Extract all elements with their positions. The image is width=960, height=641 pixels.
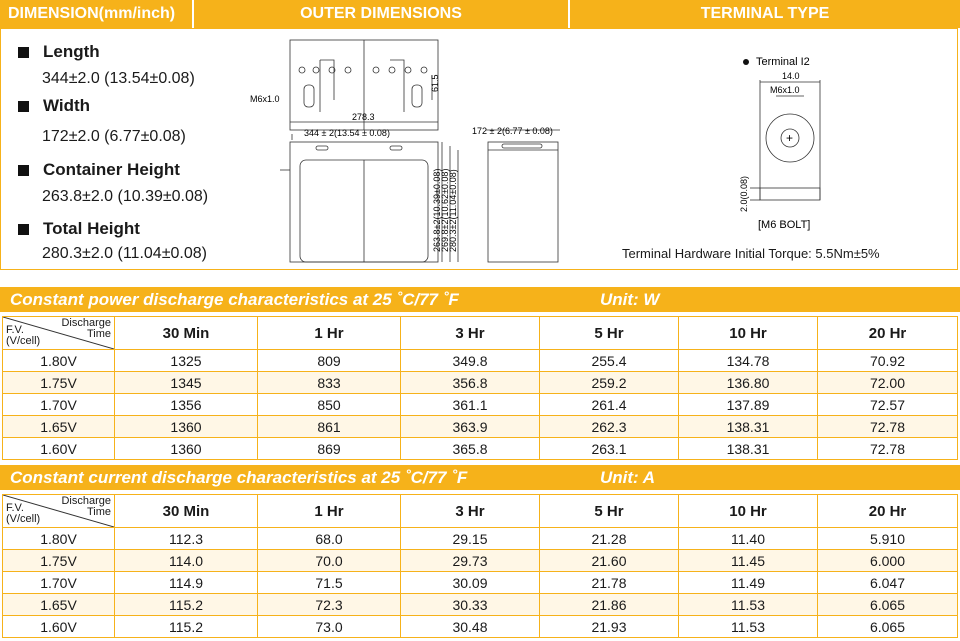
table-cell: 136.80 <box>679 372 818 394</box>
column-header: 10 Hr <box>679 495 818 528</box>
table-cell: 115.2 <box>115 616 258 638</box>
table-header-row <box>3 317 958 350</box>
height-615-label: 61.5 <box>430 74 440 92</box>
spec-value: 263.8±2.0 (10.39±0.08) <box>42 188 209 205</box>
torque-note: Terminal Hardware Initial Torque: 5.5Nm±5% <box>622 246 880 261</box>
table-row <box>3 594 958 616</box>
outer-dimensions-header: OUTER DIMENSIONS <box>194 0 568 28</box>
corner-time-label: Discharge Time <box>61 317 111 340</box>
table-cell: 5.910 <box>818 528 958 550</box>
row-voltage-cell: 1.75V <box>3 372 115 394</box>
height-2-label: 269.8±2(10.62±0.08) <box>440 168 450 252</box>
table-cell: 1345 <box>115 372 258 394</box>
table-cell: 72.3 <box>258 594 401 616</box>
table-cell: 1360 <box>115 438 258 460</box>
corner-fv-label: F.V. (V/cell) <box>6 324 41 347</box>
table-cell: 21.60 <box>540 550 679 572</box>
table-cell: 21.78 <box>540 572 679 594</box>
height-1-label: 263.8±2(10.39±0.08) <box>432 168 442 252</box>
table-header-row <box>3 495 958 528</box>
row-voltage-cell: 1.70V <box>3 394 115 416</box>
row-voltage-cell: 1.60V <box>3 616 115 638</box>
corner-fv-label: F.V. (V/cell) <box>6 502 41 525</box>
height-3-label: 280.3±2(11.04±0.08) <box>448 169 458 252</box>
table-cell: 1356 <box>115 394 258 416</box>
table-cell: 21.86 <box>540 594 679 616</box>
column-header: 1 Hr <box>258 317 401 350</box>
table-cell: 21.28 <box>540 528 679 550</box>
terminal-type-header: TERMINAL TYPE <box>570 0 960 28</box>
table-row <box>3 372 958 394</box>
row-voltage-cell: 1.80V <box>3 350 115 372</box>
table-cell: 6.065 <box>818 594 958 616</box>
table-cell: 72.78 <box>818 438 958 460</box>
table-cell: 115.2 <box>115 594 258 616</box>
terminal-drawing <box>720 50 840 240</box>
table-cell: 11.49 <box>679 572 818 594</box>
column-header: 20 Hr <box>818 495 958 528</box>
table-row <box>3 616 958 638</box>
table-cell: 70.92 <box>818 350 958 372</box>
table-cell: 30.09 <box>401 572 540 594</box>
bullet-square-icon <box>18 47 29 58</box>
column-header: 3 Hr <box>401 317 540 350</box>
table-cell: 70.0 <box>258 550 401 572</box>
corner-time-label: Discharge Time <box>61 495 111 518</box>
current-table-unit: Unit: A <box>600 468 656 487</box>
table-cell: 72.00 <box>818 372 958 394</box>
table-cell: 11.53 <box>679 594 818 616</box>
spec-title: Width <box>43 96 91 115</box>
table-cell: 833 <box>258 372 401 394</box>
table-cell: 6.047 <box>818 572 958 594</box>
column-header: 5 Hr <box>540 317 679 350</box>
row-voltage-cell: 1.80V <box>3 528 115 550</box>
table-cell: 71.5 <box>258 572 401 594</box>
spec-container-height <box>18 160 208 206</box>
power-table-title: Constant power discharge characteristics at 25 ˚C/77 ˚F <box>10 290 459 309</box>
row-voltage-cell: 1.70V <box>3 572 115 594</box>
table-cell: 861 <box>258 416 401 438</box>
spec-value: 344±2.0 (13.54±0.08) <box>42 70 195 87</box>
table-cell: 6.000 <box>818 550 958 572</box>
table-cell: 6.065 <box>818 616 958 638</box>
table-cell: 850 <box>258 394 401 416</box>
table-cell: 73.0 <box>258 616 401 638</box>
column-header: 10 Hr <box>679 317 818 350</box>
power-discharge-table <box>2 316 958 460</box>
spec-total-height <box>18 219 207 263</box>
outer-dimensions-drawing <box>240 30 580 270</box>
width-2783-label: 278.3 <box>352 112 375 122</box>
table-cell: 1325 <box>115 350 258 372</box>
table-cell: 138.31 <box>679 438 818 460</box>
spec-title: Container Height <box>43 160 180 179</box>
table-cell: 137.89 <box>679 394 818 416</box>
table-row <box>3 438 958 460</box>
dimension-header: DIMENSION(mm/inch) <box>0 0 192 28</box>
current-table-title: Constant current discharge characteristics at 25 ˚C/77 ˚F <box>10 468 468 487</box>
table-cell: 1360 <box>115 416 258 438</box>
table-cell: 30.33 <box>401 594 540 616</box>
terminal-m6-label: M6x1.0 <box>770 85 800 95</box>
power-table-unit: Unit: W <box>600 290 660 309</box>
spec-width <box>18 96 186 146</box>
current-table-title-bar <box>0 465 960 490</box>
bullet-square-icon <box>18 165 29 176</box>
row-voltage-cell: 1.75V <box>3 550 115 572</box>
bolt-label: [M6 BOLT] <box>758 219 811 231</box>
table-cell: 21.93 <box>540 616 679 638</box>
column-header: 30 Min <box>115 317 258 350</box>
table-cell: 72.78 <box>818 416 958 438</box>
table-cell: 112.3 <box>115 528 258 550</box>
table-cell: 365.8 <box>401 438 540 460</box>
table-cell: 263.1 <box>540 438 679 460</box>
spec-title: Length <box>43 42 100 61</box>
column-header: 30 Min <box>115 495 258 528</box>
table-cell: 68.0 <box>258 528 401 550</box>
table-cell: 363.9 <box>401 416 540 438</box>
table-cell: 29.15 <box>401 528 540 550</box>
column-header: 5 Hr <box>540 495 679 528</box>
table-cell: 114.0 <box>115 550 258 572</box>
spec-value: 280.3±2.0 (11.04±0.08) <box>42 245 207 262</box>
table-row <box>3 350 958 372</box>
table-cell: 72.57 <box>818 394 958 416</box>
table-cell: 30.48 <box>401 616 540 638</box>
table-cell: 138.31 <box>679 416 818 438</box>
spec-value: 172±2.0 (6.77±0.08) <box>42 128 186 145</box>
table-cell: 11.45 <box>679 550 818 572</box>
table-cell: 809 <box>258 350 401 372</box>
table-cell: 361.1 <box>401 394 540 416</box>
corner-cell <box>3 317 115 350</box>
row-voltage-cell: 1.60V <box>3 438 115 460</box>
table-row <box>3 528 958 550</box>
power-table-title-bar <box>0 287 960 312</box>
table-cell: 259.2 <box>540 372 679 394</box>
table-cell: 114.9 <box>115 572 258 594</box>
terminal-height-label: 2.0(0.08) <box>739 175 749 212</box>
table-row <box>3 550 958 572</box>
bullet-square-icon <box>18 101 29 112</box>
table-cell: 11.40 <box>679 528 818 550</box>
row-voltage-cell: 1.65V <box>3 594 115 616</box>
bullet-square-icon <box>18 224 29 235</box>
column-header: 3 Hr <box>401 495 540 528</box>
table-row <box>3 394 958 416</box>
table-cell: 349.8 <box>401 350 540 372</box>
table-cell: 29.73 <box>401 550 540 572</box>
terminal-width-label: 14.0 <box>782 71 800 81</box>
spec-title: Total Height <box>43 219 140 238</box>
table-cell: 255.4 <box>540 350 679 372</box>
corner-cell <box>3 495 115 528</box>
length-label: 344 ± 2(13.54 ± 0.08) <box>304 128 390 138</box>
table-row <box>3 572 958 594</box>
plus-icon: + <box>786 131 794 145</box>
table-cell: 356.8 <box>401 372 540 394</box>
table-cell: 262.3 <box>540 416 679 438</box>
row-voltage-cell: 1.65V <box>3 416 115 438</box>
spec-length <box>18 42 195 88</box>
table-row <box>3 416 958 438</box>
table-cell: 869 <box>258 438 401 460</box>
column-header: 20 Hr <box>818 317 958 350</box>
table-cell: 261.4 <box>540 394 679 416</box>
m6-label: M6x1.0 <box>250 94 280 104</box>
terminal-name: Terminal I2 <box>756 56 810 68</box>
table-cell: 134.78 <box>679 350 818 372</box>
column-header: 1 Hr <box>258 495 401 528</box>
table-cell: 11.53 <box>679 616 818 638</box>
current-discharge-table <box>2 494 958 638</box>
width-label: 172 ± 2(6.77 ± 0.08) <box>472 126 553 136</box>
